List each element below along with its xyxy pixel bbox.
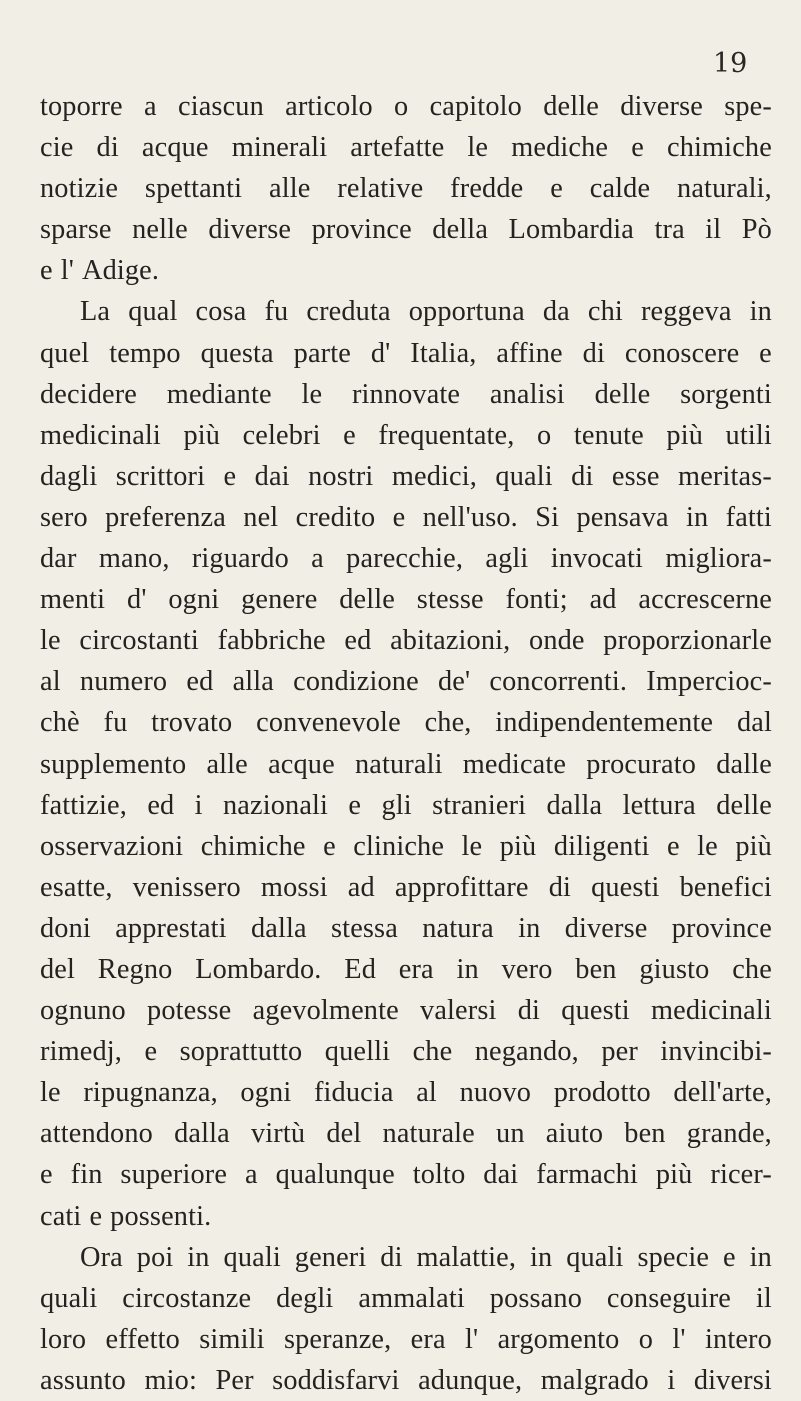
text-line: esatte, venissero mossi ad approfittare di questi benefici <box>40 871 772 903</box>
text-line: notizie spettanti alle relative fredde e calde naturali, <box>40 173 772 205</box>
body-text <box>40 86 772 1401</box>
text-line: assunto mio: Per soddisfarvi adunque, malgrado i diversi <box>40 1364 772 1396</box>
text-line: ognuno potesse agevolmente valersi di questi medicinali <box>40 995 772 1027</box>
text-line: La qual cosa fu creduta opportuna da chi reggeva in <box>80 296 772 328</box>
text-line: del Regno Lombardo. Ed era in vero ben giusto che <box>40 953 772 985</box>
text-line: decidere mediante le rinnovate analisi delle sorgenti <box>40 378 772 410</box>
text-line: cie di acque minerali artefatte le mediche e chimiche <box>40 132 772 164</box>
text-line: le ripugnanza, ogni fiducia al nuovo prodotto dell'arte, <box>40 1077 772 1109</box>
text-line: rimedj, e soprattutto quelli che negando, per invincibi- <box>40 1036 772 1068</box>
text-line: menti d' ogni genere delle stesse fonti; ad accrescerne <box>40 584 772 616</box>
text-line: sero preferenza nel credito e nell'uso. Si pensava in fatti <box>40 501 772 533</box>
text-line: doni apprestati dalla stessa natura in diverse province <box>40 912 772 944</box>
text-line: chè fu trovato convenevole che, indipendentemente dal <box>40 707 772 739</box>
text-line: supplemento alle acque naturali medicate procurato dalle <box>40 748 772 780</box>
text-line: toporre a ciascun articolo o capitolo delle diverse spe- <box>40 91 772 122</box>
text-line: dagli scrittori e dai nostri medici, quali di esse meritas- <box>40 460 772 492</box>
text-line: sparse nelle diverse province della Lombardia tra il Pò <box>40 214 772 246</box>
text-line: attendono dalla virtù del naturale un aiuto ben grande, <box>40 1118 772 1150</box>
text-line: medicinali più celebri e frequentate, o tenute più utili <box>40 419 772 451</box>
text-line: al numero ed alla condizione de' concorrenti. Impercioc- <box>40 666 772 698</box>
text-line: cati e possenti. <box>40 1200 212 1232</box>
text-line: dar mano, riguardo a parecchie, agli invocati migliora- <box>40 543 772 575</box>
page-number: 19 <box>713 48 748 79</box>
text-line: fattizie, ed i nazionali e gli stranieri dalla lettura delle <box>40 789 772 821</box>
text-line: e l' Adige. <box>40 255 160 287</box>
text-line: quel tempo questa parte d' Italia, affine di conoscere e <box>40 337 772 369</box>
text-line: osservazioni chimiche e cliniche le più diligenti e le più <box>40 830 772 862</box>
text-line: quali circostanze degli ammalati possano conseguire il <box>40 1282 772 1314</box>
text-line: loro effetto simili speranze, era l' argomento o l' intero <box>40 1323 772 1355</box>
text-line: e fin superiore a qualunque tolto dai farmachi più ricer- <box>40 1159 772 1191</box>
text-line: le circostanti fabbriche ed abitazioni, onde proporzionarle <box>40 625 772 657</box>
text-line: Ora poi in quali generi di malattie, in quali specie e in <box>80 1241 772 1273</box>
